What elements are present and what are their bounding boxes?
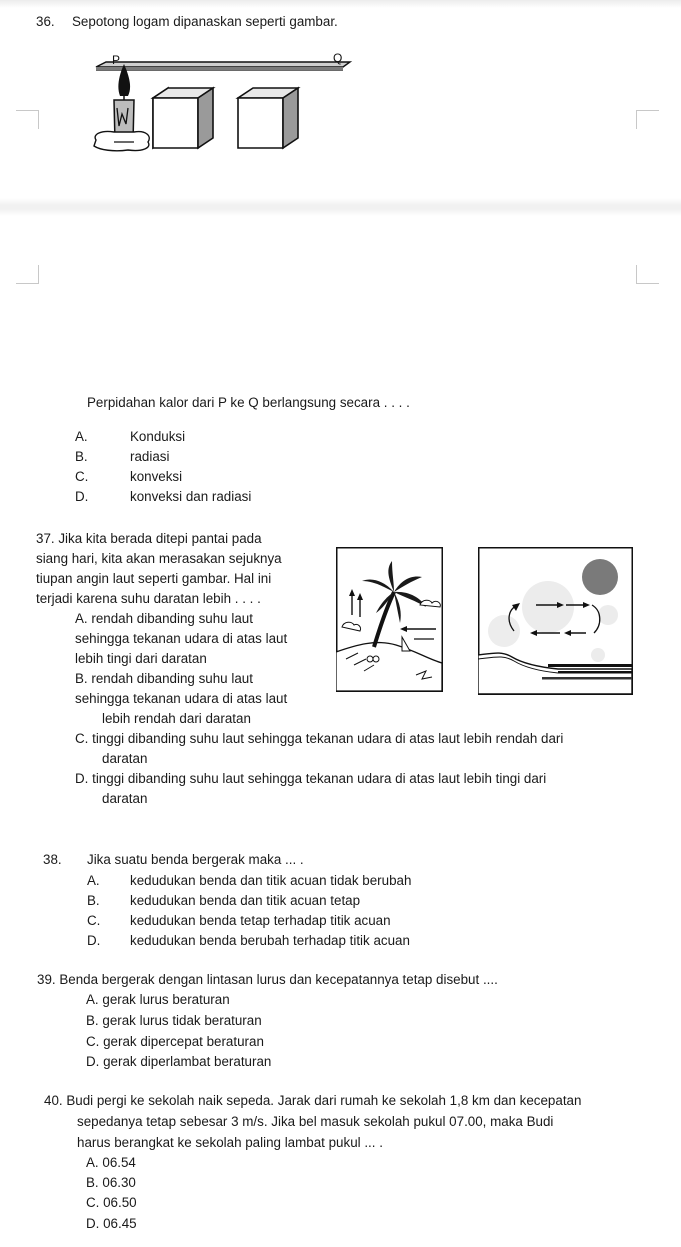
- q38-option-text: kedudukan benda dan titik acuan tidak berubah: [130, 873, 412, 888]
- q40-option: B. 06.30: [86, 1175, 136, 1190]
- q40-option: C. 06.50: [86, 1195, 137, 1210]
- corner-mark: [16, 265, 39, 284]
- corner-mark: [636, 110, 659, 129]
- q36-option-letter: D.: [75, 489, 89, 504]
- q37-option-c-cont: daratan: [102, 751, 148, 766]
- q36-option-text: konveksi: [130, 469, 183, 484]
- q38-option-text: kedudukan benda berubah terhadap titik acuan: [130, 933, 410, 948]
- q37-option-a-cont: sehingga tekanan udara di atas laut: [75, 631, 288, 646]
- beach-breeze-illustration: [336, 547, 443, 692]
- q39-option: B. gerak lurus tidak beraturan: [86, 1013, 262, 1028]
- q37-option-a: A. rendah dibanding suhu laut: [75, 611, 253, 626]
- q38-question: Jika suatu benda bergerak maka ... .: [87, 852, 304, 867]
- q38-option-letter: C.: [87, 913, 101, 928]
- q37-option-d-cont: daratan: [102, 791, 148, 806]
- q39-option: D. gerak diperlambat beraturan: [86, 1054, 272, 1069]
- heated-metal-figure: [88, 48, 358, 156]
- q37-option-b-cont: sehingga tekanan udara di atas laut: [75, 691, 288, 706]
- candle: [94, 64, 149, 151]
- q36-option-letter: A.: [75, 429, 88, 444]
- corner-mark: [16, 110, 39, 129]
- label-q: Q: [333, 51, 343, 65]
- brick-left: [153, 88, 213, 148]
- q39-option: C. gerak dipercepat beraturan: [86, 1034, 264, 1049]
- q40-line: sepedanya tetap sebesar 3 m/s. Jika bel masuk sekolah pukul 07.00, maka Budi: [77, 1114, 554, 1129]
- brick-right: [238, 88, 298, 148]
- q40-line: harus berangkat ke sekolah paling lambat pukul ... .: [77, 1135, 383, 1150]
- q36-option-letter: C.: [75, 469, 89, 484]
- q37-option-b-cont: lebih rendah dari daratan: [102, 711, 251, 726]
- q38-option-text: kedudukan benda tetap terhadap titik acuan: [130, 913, 391, 928]
- page-gap: [0, 198, 681, 216]
- metal-rod: [96, 62, 350, 67]
- q36-option-text: Konduksi: [130, 429, 186, 444]
- q37-option-c: C. tinggi dibanding suhu laut sehingga tekanan udara di atas laut lebih rendah dari: [75, 731, 564, 746]
- q36-option-letter: B.: [75, 449, 88, 464]
- q38-number: 38.: [43, 852, 62, 867]
- q37-option-b: B. rendah dibanding suhu laut: [75, 671, 253, 686]
- q36-option-text: konveksi dan radiasi: [130, 489, 252, 504]
- top-shadow: [0, 0, 681, 8]
- q39-question: 39. Benda bergerak dengan lintasan lurus dan kecepatannya tetap disebut ....: [37, 972, 498, 987]
- q37-line: terjadi karena suhu daratan lebih . . . .: [36, 591, 261, 606]
- q37-line: tiupan angin laut seperti gambar. Hal ini: [36, 571, 272, 586]
- q38-option-letter: A.: [87, 873, 100, 888]
- q40-line: 40. Budi pergi ke sekolah naik sepeda. Jarak dari rumah ke sekolah 1,8 km dan kecepatan: [44, 1093, 582, 1108]
- corner-mark: [636, 265, 659, 284]
- q37-line: siang hari, kita akan merasakan sejuknya: [36, 551, 282, 566]
- label-p: P: [112, 53, 121, 67]
- q37-option-a-cont: lebih tingi dari daratan: [75, 651, 207, 666]
- q39-option: A. gerak lurus beraturan: [86, 992, 230, 1007]
- q36-number: 36.: [36, 14, 55, 29]
- sea-breeze-diagram: [478, 547, 633, 695]
- q37-line: 37. Jika kita berada ditepi pantai pada: [36, 531, 262, 546]
- q37-option-d: D. tinggi dibanding suhu laut sehingga tekanan udara di atas laut lebih tingi dari: [75, 771, 547, 786]
- q36-prompt: Perpidahan kalor dari P ke Q berlangsung secara . . . .: [87, 395, 410, 410]
- q38-option-letter: D.: [87, 933, 101, 948]
- q36-option-text: radiasi: [130, 449, 170, 464]
- q38-option-letter: B.: [87, 893, 100, 908]
- q38-option-text: kedudukan benda dan titik acuan tetap: [130, 893, 361, 908]
- q36-question: Sepotong logam dipanaskan seperti gambar.: [72, 14, 338, 29]
- q40-option: D. 06.45: [86, 1216, 137, 1231]
- q40-option: A. 06.54: [86, 1155, 136, 1170]
